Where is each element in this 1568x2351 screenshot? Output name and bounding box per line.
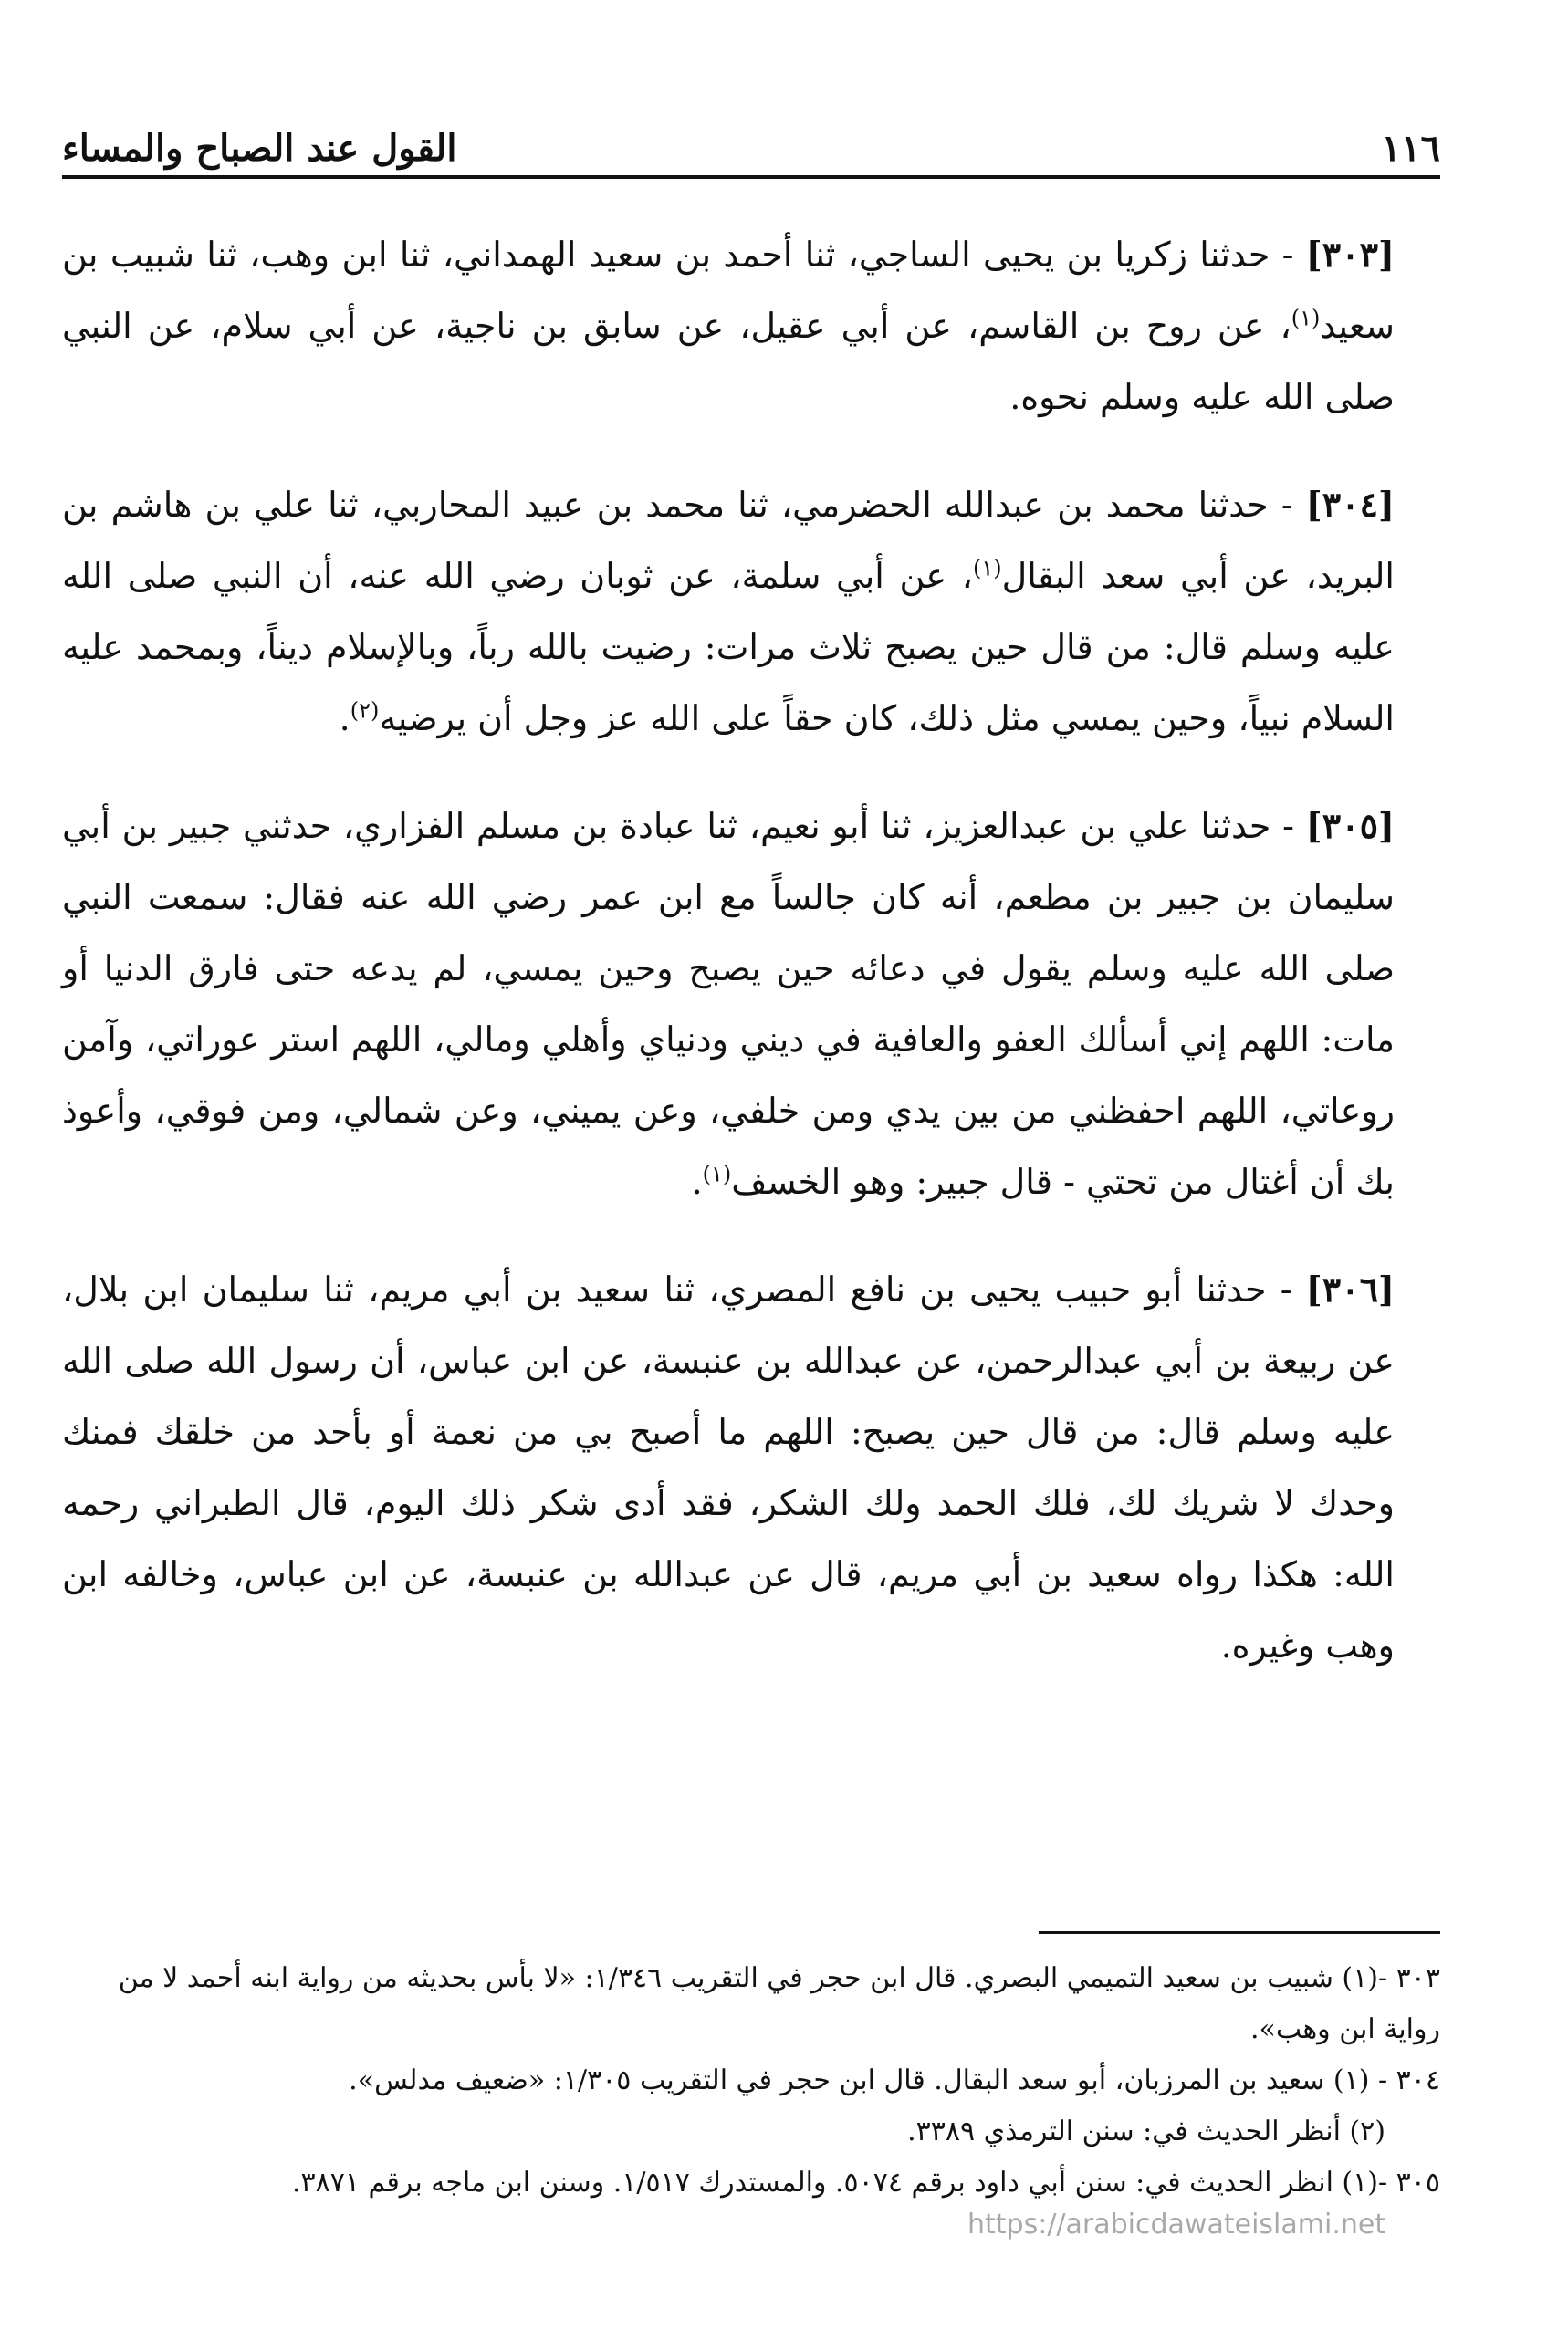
hadith-text: ، عن روح بن القاسم، عن أبي عقيل، عن سابق بن ناجية، عن أبي سلام، عن النبي صلى الله عليه وسلم نحوه.: [62, 306, 1395, 417]
hadith-number: [٣٠٣]: [1305, 234, 1395, 275]
hadith-303: [62, 219, 1440, 433]
hadith-305: [62, 790, 1440, 1217]
footnote-marker: (١): [702, 1161, 732, 1187]
header-rule: [62, 175, 1440, 179]
hadith-number: [٣٠٤]: [1305, 484, 1395, 525]
footnote-303-1: ٣٠٣ -(١) شبيب بن سعيد التميمي البصري. قال ابن حجر في التقريب ١/٣٤٦: «لا بأس بحديثه من رواية ابنه أحمد لا من رواية ابن وهب».: [118, 1962, 1440, 2045]
footnote-304-1: ٣٠٤ - (١) سعيد بن المرزبان، أبو سعد البقال. قال ابن حجر في التقريب ١/٣٠٥: «ضعيف مدلس».: [349, 2064, 1440, 2096]
hadith-text: .: [691, 1162, 703, 1202]
footnote-rule: [1039, 1931, 1440, 1934]
hadith-text: .: [339, 698, 350, 738]
footnote-305-1: ٣٠٥ -(١) انظر الحديث في: سنن أبي داود برقم ٥٠٧٤. والمستدرك ١/٥١٧. وسنن ابن ماجه برقم ٣٨٧١.: [291, 2167, 1440, 2199]
page-header: [62, 111, 1440, 170]
hadith-text: - حدثنا محمد بن عبدالله الحضرمي، ثنا محمد بن عبيد المحاربي، ثنا علي بن هاشم بن البريد، عن أبي سعد البقال: [62, 485, 1395, 596]
hadith-304: [62, 469, 1440, 754]
footnote-marker: (١): [972, 555, 1002, 581]
main-text: [62, 219, 1440, 1718]
hadith-text: - حدثنا زكريا بن يحيى الساجي، ثنا أحمد بن سعيد الهمداني، ثنا ابن وهب، ثنا شبيب بن سعيد: [62, 235, 1395, 346]
footnote-marker: (١): [1291, 305, 1321, 331]
running-title: القول عند الصباح والمساء: [62, 127, 457, 170]
watermark: https://arabicdawateislami.net: [967, 2209, 1386, 2241]
hadith-text: - حدثنا أبو حبيب يحيى بن نافع المصري، ثنا سعيد بن أبي مريم، ثنا سليمان ابن بلال، عن ربيعة بن أبي عبدالرحمن، عن عبدالله بن عنبسة، عن ابن عباس، أن رسول الله صلى الله عليه وسلم قال: من قال حين يصبح: اللهم ما أصبح بي من نعمة أو بأحد من خلقك فمنك وحدك لا شريك لك، فلك الحمد ولك الشكر، فقد أدى شكر ذلك اليوم، قال الطبراني رحمه الله: هكذا رواه سعيد بن أبي مريم، قال عن عبدالله بن عنبسة، عن ابن عباس، وخالفه ابن وهب وغيره.: [62, 1270, 1396, 1666]
page-number: ١١٦: [1381, 127, 1440, 170]
footnote-marker: (٢): [350, 697, 380, 724]
hadith-number: [٣٠٦]: [1305, 1269, 1395, 1310]
footnotes: [62, 1953, 1440, 2209]
footnote-304-2: (٢) أنظر الحديث في: سنن الترمذي ٣٣٨٩.: [907, 2116, 1385, 2147]
hadith-number: [٣٠٥]: [1305, 805, 1395, 846]
hadith-text: ، عن أبي سلمة، عن ثوبان رضي الله عنه، أن النبي صلى الله عليه وسلم قال: من قال حين يصبح ثلاث مرات: رضيت بالله رباً، وبالإسلام ديناً، وبمحمد عليه السلام نبياً، وحين يمسي مثل ذلك، كان حقاً على الله عز وجل أن يرضيه: [62, 556, 1395, 738]
hadith-306: [62, 1254, 1440, 1681]
hadith-text: - حدثنا علي بن عبدالعزيز، ثنا أبو نعيم، ثنا عبادة بن مسلم الفزاري، حدثني جبير بن أبي سليمان بن جبير بن مطعم، أنه كان جالساً مع ابن عمر رضي الله عنه فقال: سمعت النبي صلى الله عليه وسلم يقول في دعائه حين يصبح وحين يمسي، لم يدعه حتى فارق الدنيا أو مات: اللهم إني أسألك العفو والعافية في ديني ودنياي وأهلي ومالي، اللهم استر عوراتي، وآمن روعاتي، اللهم احفظني من بين يدي ومن خلفي، وعن يميني، وعن شمالي، ومن فوقي، وأعوذ بك أن أغتال من تحتي - قال جبير: وهو الخسف: [62, 806, 1395, 1202]
